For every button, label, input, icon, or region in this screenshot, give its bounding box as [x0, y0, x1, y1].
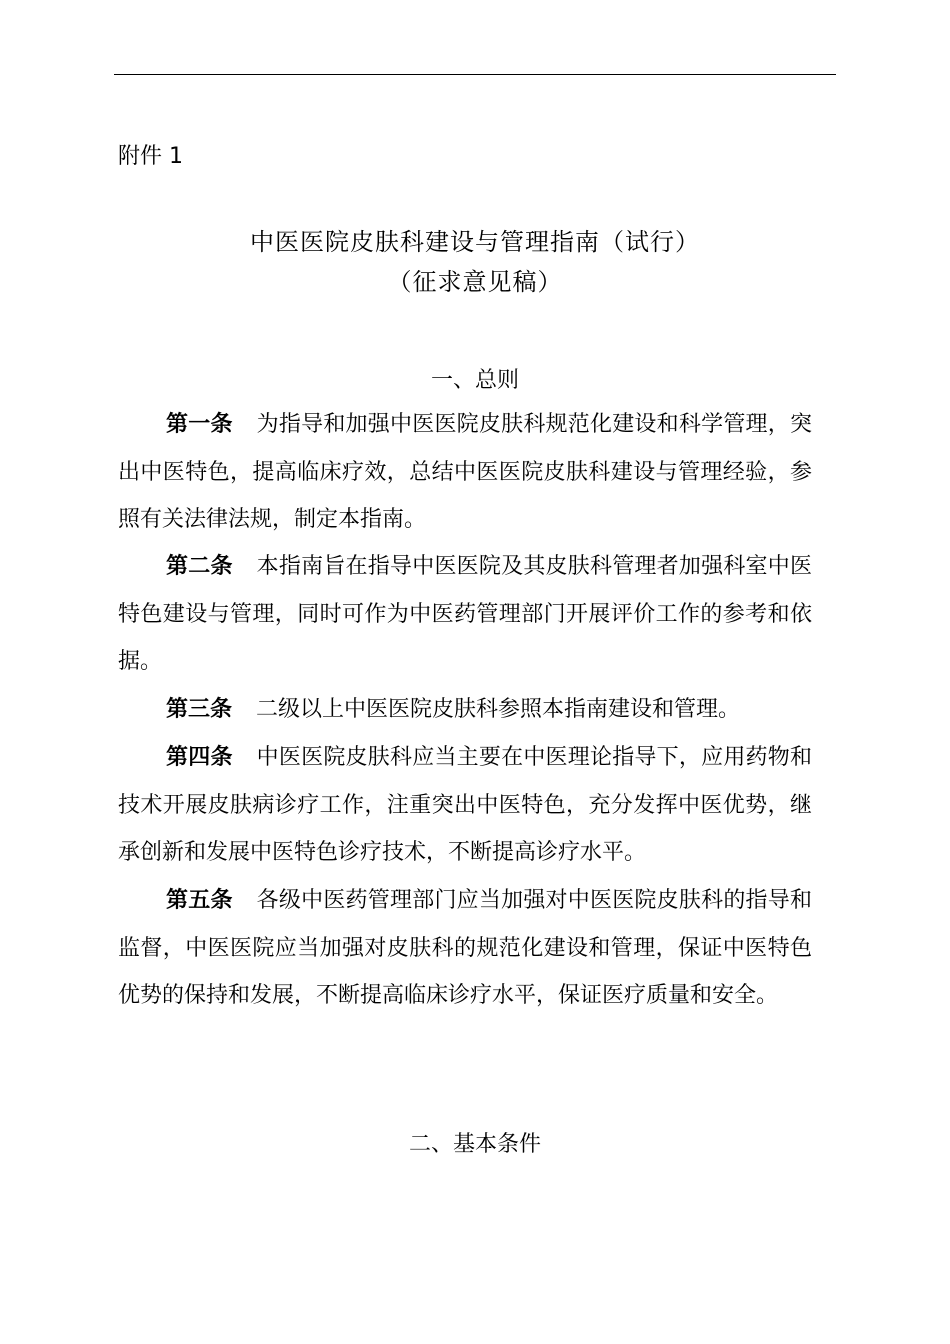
article-label: 第一条 — [166, 412, 233, 437]
article-5 — [118, 877, 812, 1020]
article-text: 中医医院皮肤科应当主要在中医理论指导下，应用药物和技术开展皮肤病诊疗工作，注重突出中医特色，充分发挥中医优势，继承创新和发展中医特色诊疗技术，不断提高诊疗水平。 — [118, 745, 812, 865]
article-label: 第三条 — [166, 697, 233, 722]
article-label: 第二条 — [166, 554, 233, 579]
article-text: 二级以上中医医院皮肤科参照本指南建设和管理。 — [256, 697, 741, 722]
article-label: 第五条 — [166, 888, 233, 913]
document-subtitle: （征求意见稿） — [387, 268, 563, 296]
article-text: 各级中医药管理部门应当加强对中医医院皮肤科的指导和监督，中医医院应当加强对皮肤科的规范化建设和管理，保证中医特色优势的保持和发展，不断提高临床诊疗水平，保证医疗质量和安全。 — [118, 888, 812, 1008]
article-text: 本指南旨在指导中医医院及其皮肤科管理者加强科室中医特色建设与管理，同时可作为中医药管理部门开展评价工作的参考和依据。 — [118, 554, 812, 674]
document-title: 中医医院皮肤科建设与管理指南（试行） — [250, 228, 700, 256]
attachment-label: 附件 1 — [118, 144, 183, 169]
header-rule — [114, 74, 836, 75]
section-heading-basic-conditions: 二、基本条件 — [408, 1132, 541, 1157]
article-text: 为指导和加强中医医院皮肤科规范化建设和科学管理，突出中医特色，提高临床疗效，总结中医医院皮肤科建设与管理经验，参照有关法律法规，制定本指南。 — [118, 412, 812, 532]
article-2 — [118, 543, 812, 686]
article-label: 第四条 — [166, 745, 233, 770]
article-4 — [118, 734, 812, 877]
article-1 — [118, 401, 812, 544]
article-3 — [118, 686, 812, 734]
section-heading-general: 一、总则 — [430, 368, 519, 393]
